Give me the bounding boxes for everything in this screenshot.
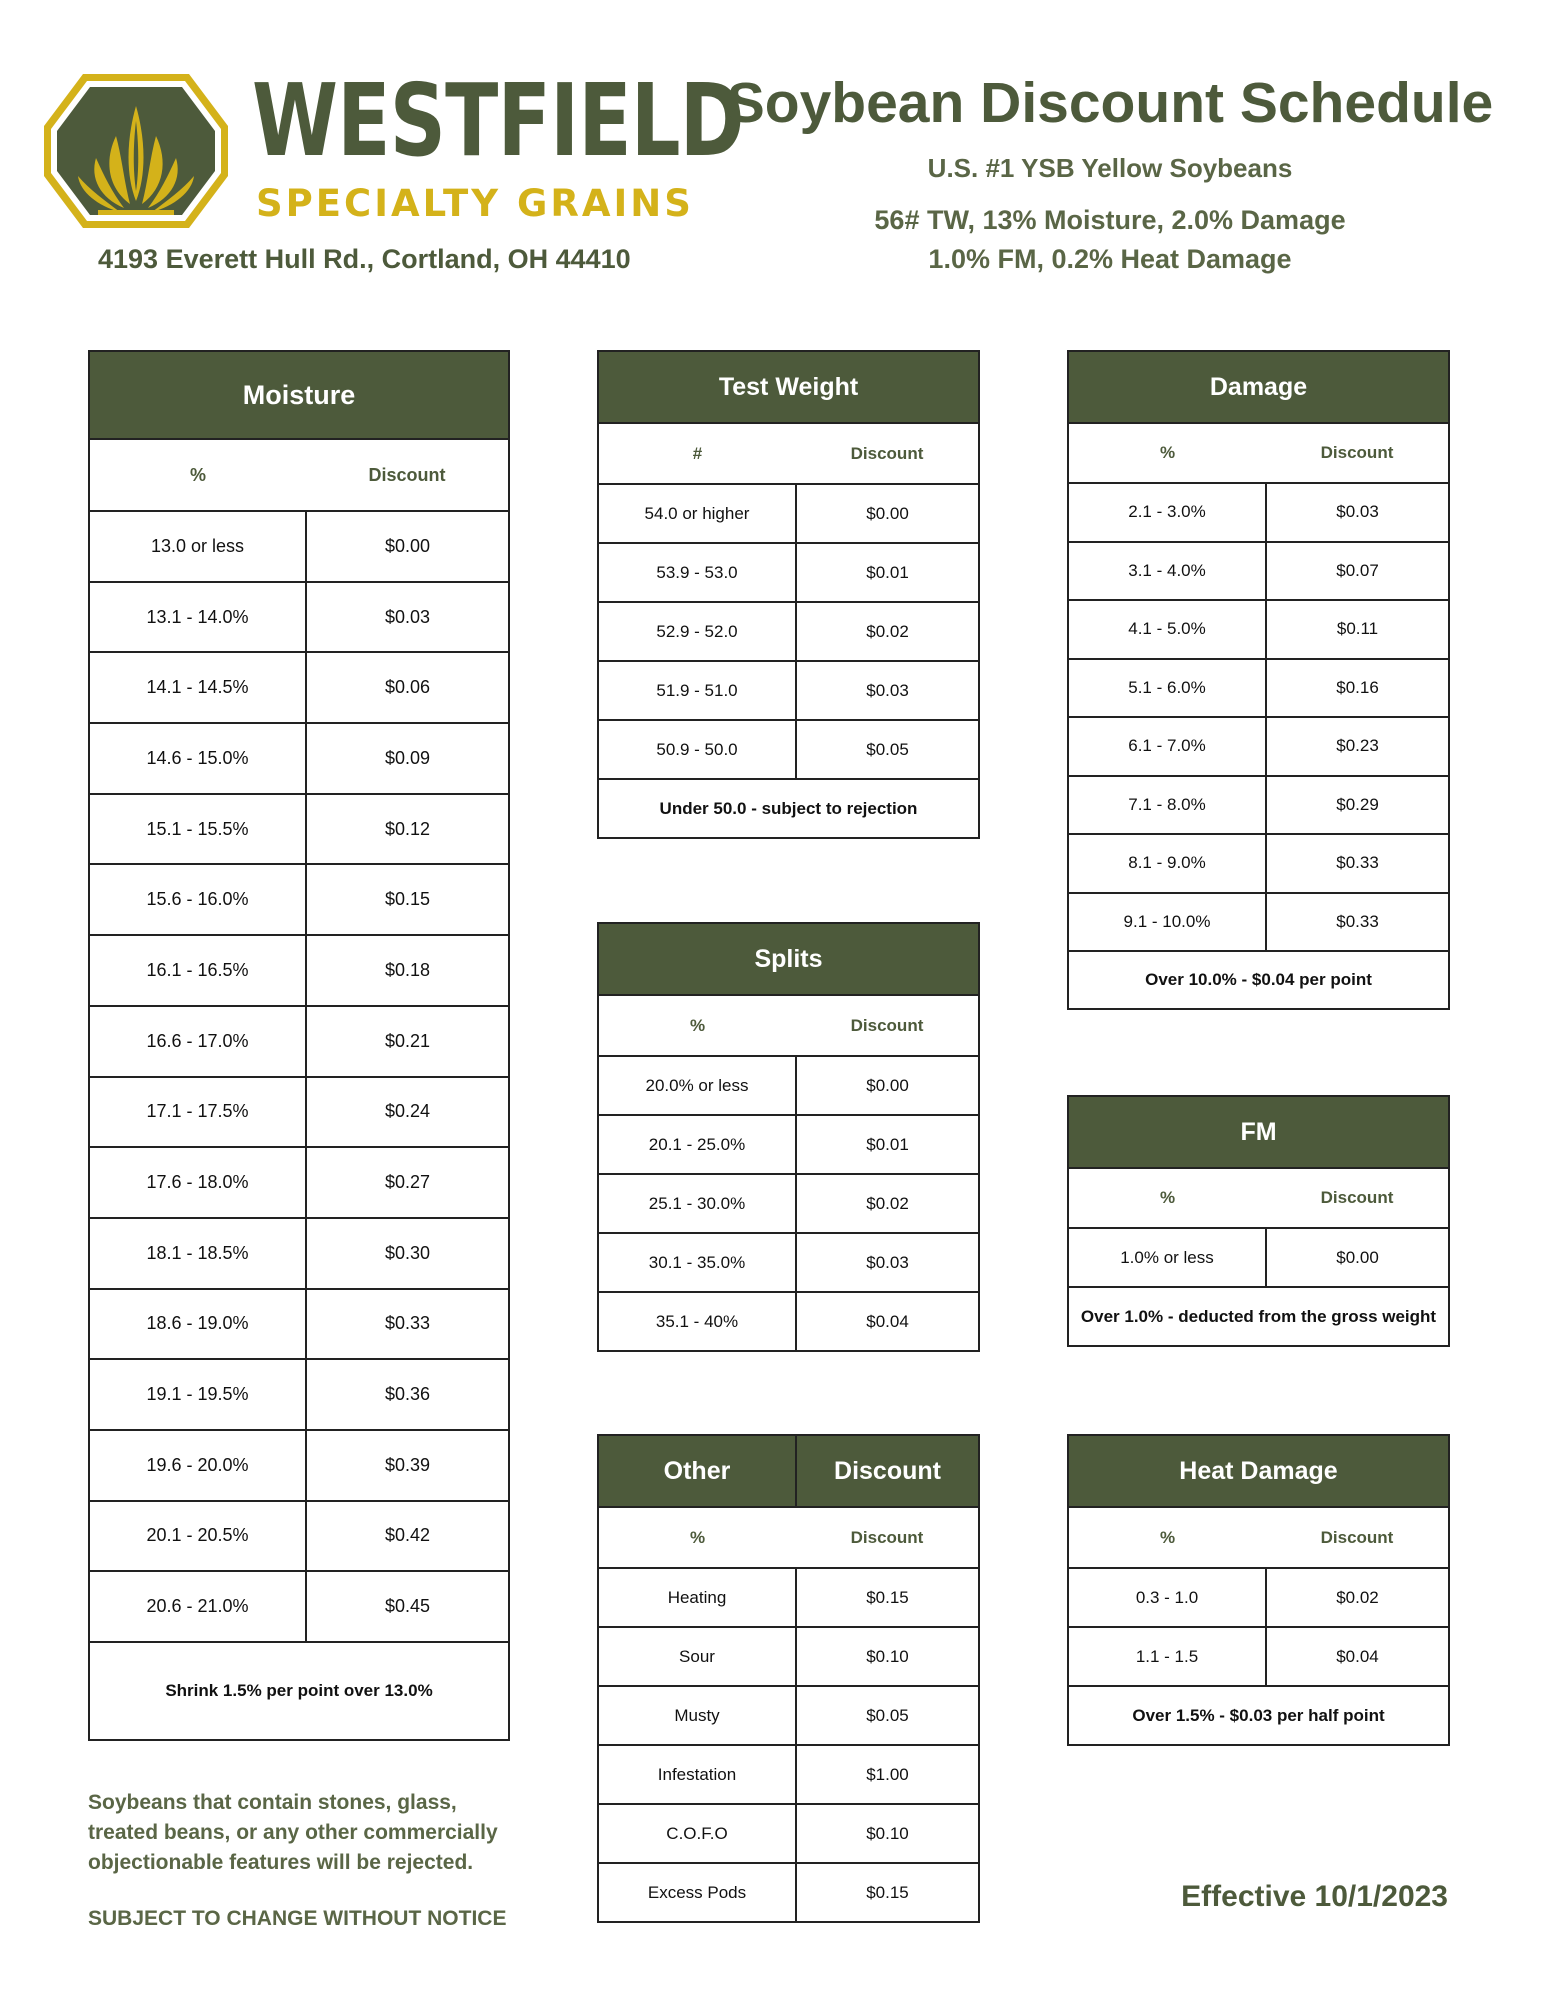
splits-table: [597, 922, 980, 1352]
moisture-col-percent: %: [89, 439, 306, 511]
other-range-cell: Sour: [598, 1627, 796, 1686]
moisture-range-cell: 14.1 - 14.5%: [89, 652, 306, 723]
other-range-cell: Musty: [598, 1686, 796, 1745]
test-weight-discount-cell: $0.05: [796, 720, 979, 779]
damage-range-cell: 8.1 - 9.0%: [1068, 834, 1266, 893]
moisture-row: [89, 1289, 509, 1360]
moisture-discount-cell: $0.24: [306, 1077, 509, 1148]
fm-col-discount: Discount: [1266, 1168, 1449, 1228]
moisture-discount-cell: $0.21: [306, 1006, 509, 1077]
moisture-discount-cell: $0.06: [306, 652, 509, 723]
other-row: [598, 1568, 979, 1627]
rejection-note: Soybeans that contain stones, glass, treated beans, or any other commercially objectionable features will be rejected.: [88, 1791, 498, 1874]
damage-discount-cell: $0.11: [1266, 600, 1449, 659]
moisture-discount-cell: $0.09: [306, 723, 509, 794]
moisture-discount-cell: $0.45: [306, 1571, 509, 1642]
damage-table: [1067, 350, 1450, 1010]
other-row: [598, 1686, 979, 1745]
heat-damage-range-cell: 1.1 - 1.5: [1068, 1627, 1266, 1686]
moisture-row: [89, 1147, 509, 1218]
brand-name: WESTFIELD: [252, 62, 744, 179]
splits-range-cell: 30.1 - 35.0%: [598, 1233, 796, 1292]
damage-row: [1068, 717, 1449, 776]
splits-range-cell: 25.1 - 30.0%: [598, 1174, 796, 1233]
other-discount-cell: $0.10: [796, 1627, 979, 1686]
moisture-discount-cell: $0.39: [306, 1430, 509, 1501]
other-row: [598, 1804, 979, 1863]
damage-row: [1068, 483, 1449, 542]
damage-row: [1068, 893, 1449, 952]
fm-note: Over 1.0% - deducted from the gross weight: [1068, 1287, 1449, 1346]
moisture-range-cell: 17.6 - 18.0%: [89, 1147, 306, 1218]
damage-note: Over 10.0% - $0.04 per point: [1068, 951, 1449, 1009]
other-col-percent: %: [598, 1507, 796, 1568]
splits-discount-cell: $0.01: [796, 1115, 979, 1174]
other-row: [598, 1863, 979, 1922]
moisture-discount-cell: $0.42: [306, 1501, 509, 1572]
moisture-range-cell: 18.1 - 18.5%: [89, 1218, 306, 1289]
effective-date: Effective 10/1/2023: [1181, 1880, 1448, 1913]
moisture-range-cell: 20.6 - 21.0%: [89, 1571, 306, 1642]
splits-discount-cell: $0.00: [796, 1056, 979, 1115]
fm-title: FM: [1068, 1096, 1449, 1168]
subtitle-line3: 1.0% FM, 0.2% Heat Damage: [928, 244, 1292, 274]
moisture-discount-cell: $0.18: [306, 935, 509, 1006]
heat-damage-note: Over 1.5% - $0.03 per half point: [1068, 1686, 1449, 1745]
damage-discount-cell: $0.16: [1266, 659, 1449, 718]
moisture-range-cell: 19.1 - 19.5%: [89, 1359, 306, 1430]
moisture-discount-cell: $0.03: [306, 582, 509, 653]
damage-row: [1068, 542, 1449, 601]
splits-row: [598, 1292, 979, 1351]
moisture-title: Moisture: [89, 351, 509, 439]
test-weight-range-cell: 54.0 or higher: [598, 484, 796, 543]
test-weight-range-cell: 51.9 - 51.0: [598, 661, 796, 720]
splits-range-cell: 20.1 - 25.0%: [598, 1115, 796, 1174]
moisture-row: [89, 1571, 509, 1642]
moisture-col-discount: Discount: [306, 439, 509, 511]
other-row: [598, 1745, 979, 1804]
wheat-logo-icon: [38, 66, 234, 236]
moisture-discount-cell: $0.00: [306, 511, 509, 582]
damage-discount-cell: $0.33: [1266, 834, 1449, 893]
moisture-row: [89, 794, 509, 865]
heat-damage-col-discount: Discount: [1266, 1507, 1449, 1568]
test-weight-note: Under 50.0 - subject to rejection: [598, 779, 979, 838]
moisture-discount-cell: $0.33: [306, 1289, 509, 1360]
moisture-range-cell: 15.1 - 15.5%: [89, 794, 306, 865]
moisture-row: [89, 1006, 509, 1077]
moisture-row: [89, 1359, 509, 1430]
test-weight-range-cell: 52.9 - 52.0: [598, 602, 796, 661]
test-weight-row: [598, 602, 979, 661]
damage-title: Damage: [1068, 351, 1449, 423]
moisture-range-cell: 18.6 - 19.0%: [89, 1289, 306, 1360]
damage-discount-cell: $0.33: [1266, 893, 1449, 952]
splits-range-cell: 20.0% or less: [598, 1056, 796, 1115]
subtitle-line1: U.S. #1 YSB Yellow Soybeans: [927, 153, 1293, 183]
test-weight-range-cell: 53.9 - 53.0: [598, 543, 796, 602]
splits-row: [598, 1115, 979, 1174]
moisture-discount-cell: $0.36: [306, 1359, 509, 1430]
splits-row: [598, 1233, 979, 1292]
logo: [38, 66, 234, 236]
moisture-table: [88, 350, 510, 1741]
disclaimer: SUBJECT TO CHANGE WITHOUT NOTICE: [88, 1907, 507, 1930]
moisture-range-cell: 16.6 - 17.0%: [89, 1006, 306, 1077]
address: 4193 Everett Hull Rd., Cortland, OH 44410: [98, 244, 631, 274]
moisture-range-cell: 14.6 - 15.0%: [89, 723, 306, 794]
moisture-row: [89, 1218, 509, 1289]
moisture-discount-cell: $0.27: [306, 1147, 509, 1218]
moisture-range-cell: 20.1 - 20.5%: [89, 1501, 306, 1572]
test-weight-row: [598, 661, 979, 720]
test-weight-discount-cell: $0.03: [796, 661, 979, 720]
other-title-discount: Discount: [796, 1435, 979, 1507]
other-range-cell: C.O.F.O: [598, 1804, 796, 1863]
heat-damage-col-percent: %: [1068, 1507, 1266, 1568]
heat-damage-discount-cell: $0.04: [1266, 1627, 1449, 1686]
moisture-note: Shrink 1.5% per point over 13.0%: [89, 1642, 509, 1740]
moisture-row: [89, 652, 509, 723]
test-weight-row: [598, 720, 979, 779]
test-weight-discount-cell: $0.02: [796, 602, 979, 661]
splits-col-percent: %: [598, 995, 796, 1056]
other-range-cell: Heating: [598, 1568, 796, 1627]
heat-damage-row: [1068, 1627, 1449, 1686]
moisture-row: [89, 1501, 509, 1572]
damage-discount-cell: $0.23: [1266, 717, 1449, 776]
splits-row: [598, 1174, 979, 1233]
moisture-row: [89, 1430, 509, 1501]
damage-range-cell: 2.1 - 3.0%: [1068, 483, 1266, 542]
splits-discount-cell: $0.04: [796, 1292, 979, 1351]
splits-col-discount: Discount: [796, 995, 979, 1056]
moisture-range-cell: 15.6 - 16.0%: [89, 864, 306, 935]
moisture-range-cell: 17.1 - 17.5%: [89, 1077, 306, 1148]
damage-row: [1068, 659, 1449, 718]
other-discount-cell: $0.15: [796, 1863, 979, 1922]
moisture-row: [89, 1077, 509, 1148]
fm-col-percent: %: [1068, 1168, 1266, 1228]
test-weight-row: [598, 543, 979, 602]
other-title: Other: [598, 1435, 796, 1507]
splits-discount-cell: $0.03: [796, 1233, 979, 1292]
test-weight-col-discount: Discount: [796, 423, 979, 484]
moisture-row: [89, 511, 509, 582]
moisture-row: [89, 582, 509, 653]
fm-discount-cell: $0.00: [1266, 1228, 1449, 1287]
test-weight-range-cell: 50.9 - 50.0: [598, 720, 796, 779]
heat-damage-row: [1068, 1568, 1449, 1627]
moisture-row: [89, 935, 509, 1006]
other-range-cell: Infestation: [598, 1745, 796, 1804]
damage-range-cell: 6.1 - 7.0%: [1068, 717, 1266, 776]
test-weight-discount-cell: $0.01: [796, 543, 979, 602]
moisture-discount-cell: $0.30: [306, 1218, 509, 1289]
brand-subtitle: SPECIALTY GRAINS: [256, 182, 694, 225]
other-row: [598, 1627, 979, 1686]
moisture-discount-cell: $0.15: [306, 864, 509, 935]
heat-damage-discount-cell: $0.02: [1266, 1568, 1449, 1627]
heat-damage-title: Heat Damage: [1068, 1435, 1449, 1507]
moisture-discount-cell: $0.12: [306, 794, 509, 865]
other-discount-cell: $1.00: [796, 1745, 979, 1804]
fm-range-cell: 1.0% or less: [1068, 1228, 1266, 1287]
damage-range-cell: 5.1 - 6.0%: [1068, 659, 1266, 718]
fm-table: [1067, 1095, 1450, 1347]
splits-row: [598, 1056, 979, 1115]
splits-range-cell: 35.1 - 40%: [598, 1292, 796, 1351]
damage-row: [1068, 600, 1449, 659]
page-title: Soybean Discount Schedule: [726, 71, 1494, 135]
other-col-discount: Discount: [796, 1507, 979, 1568]
test-weight-table: [597, 350, 980, 839]
splits-discount-cell: $0.02: [796, 1174, 979, 1233]
fm-row: [1068, 1228, 1449, 1287]
moisture-range-cell: 13.1 - 14.0%: [89, 582, 306, 653]
damage-col-discount: Discount: [1266, 423, 1449, 483]
damage-discount-cell: $0.07: [1266, 542, 1449, 601]
test-weight-discount-cell: $0.00: [796, 484, 979, 543]
heat-damage-range-cell: 0.3 - 1.0: [1068, 1568, 1266, 1627]
moisture-range-cell: 13.0 or less: [89, 511, 306, 582]
other-discount-cell: $0.15: [796, 1568, 979, 1627]
test-weight-row: [598, 484, 979, 543]
damage-row: [1068, 834, 1449, 893]
moisture-row: [89, 723, 509, 794]
moisture-range-cell: 16.1 - 16.5%: [89, 935, 306, 1006]
test-weight-title: Test Weight: [598, 351, 979, 423]
damage-discount-cell: $0.03: [1266, 483, 1449, 542]
other-discount-cell: $0.05: [796, 1686, 979, 1745]
other-discount-cell: $0.10: [796, 1804, 979, 1863]
test-weight-col-number: #: [598, 423, 796, 484]
damage-col-percent: %: [1068, 423, 1266, 483]
splits-title: Splits: [598, 923, 979, 995]
damage-range-cell: 9.1 - 10.0%: [1068, 893, 1266, 952]
damage-row: [1068, 776, 1449, 835]
damage-discount-cell: $0.29: [1266, 776, 1449, 835]
other-range-cell: Excess Pods: [598, 1863, 796, 1922]
damage-range-cell: 4.1 - 5.0%: [1068, 600, 1266, 659]
moisture-row: [89, 864, 509, 935]
damage-range-cell: 7.1 - 8.0%: [1068, 776, 1266, 835]
heat-damage-table: [1067, 1434, 1450, 1746]
moisture-range-cell: 19.6 - 20.0%: [89, 1430, 306, 1501]
subtitle-line2: 56# TW, 13% Moisture, 2.0% Damage: [874, 205, 1346, 235]
other-table: [597, 1434, 980, 1923]
damage-range-cell: 3.1 - 4.0%: [1068, 542, 1266, 601]
